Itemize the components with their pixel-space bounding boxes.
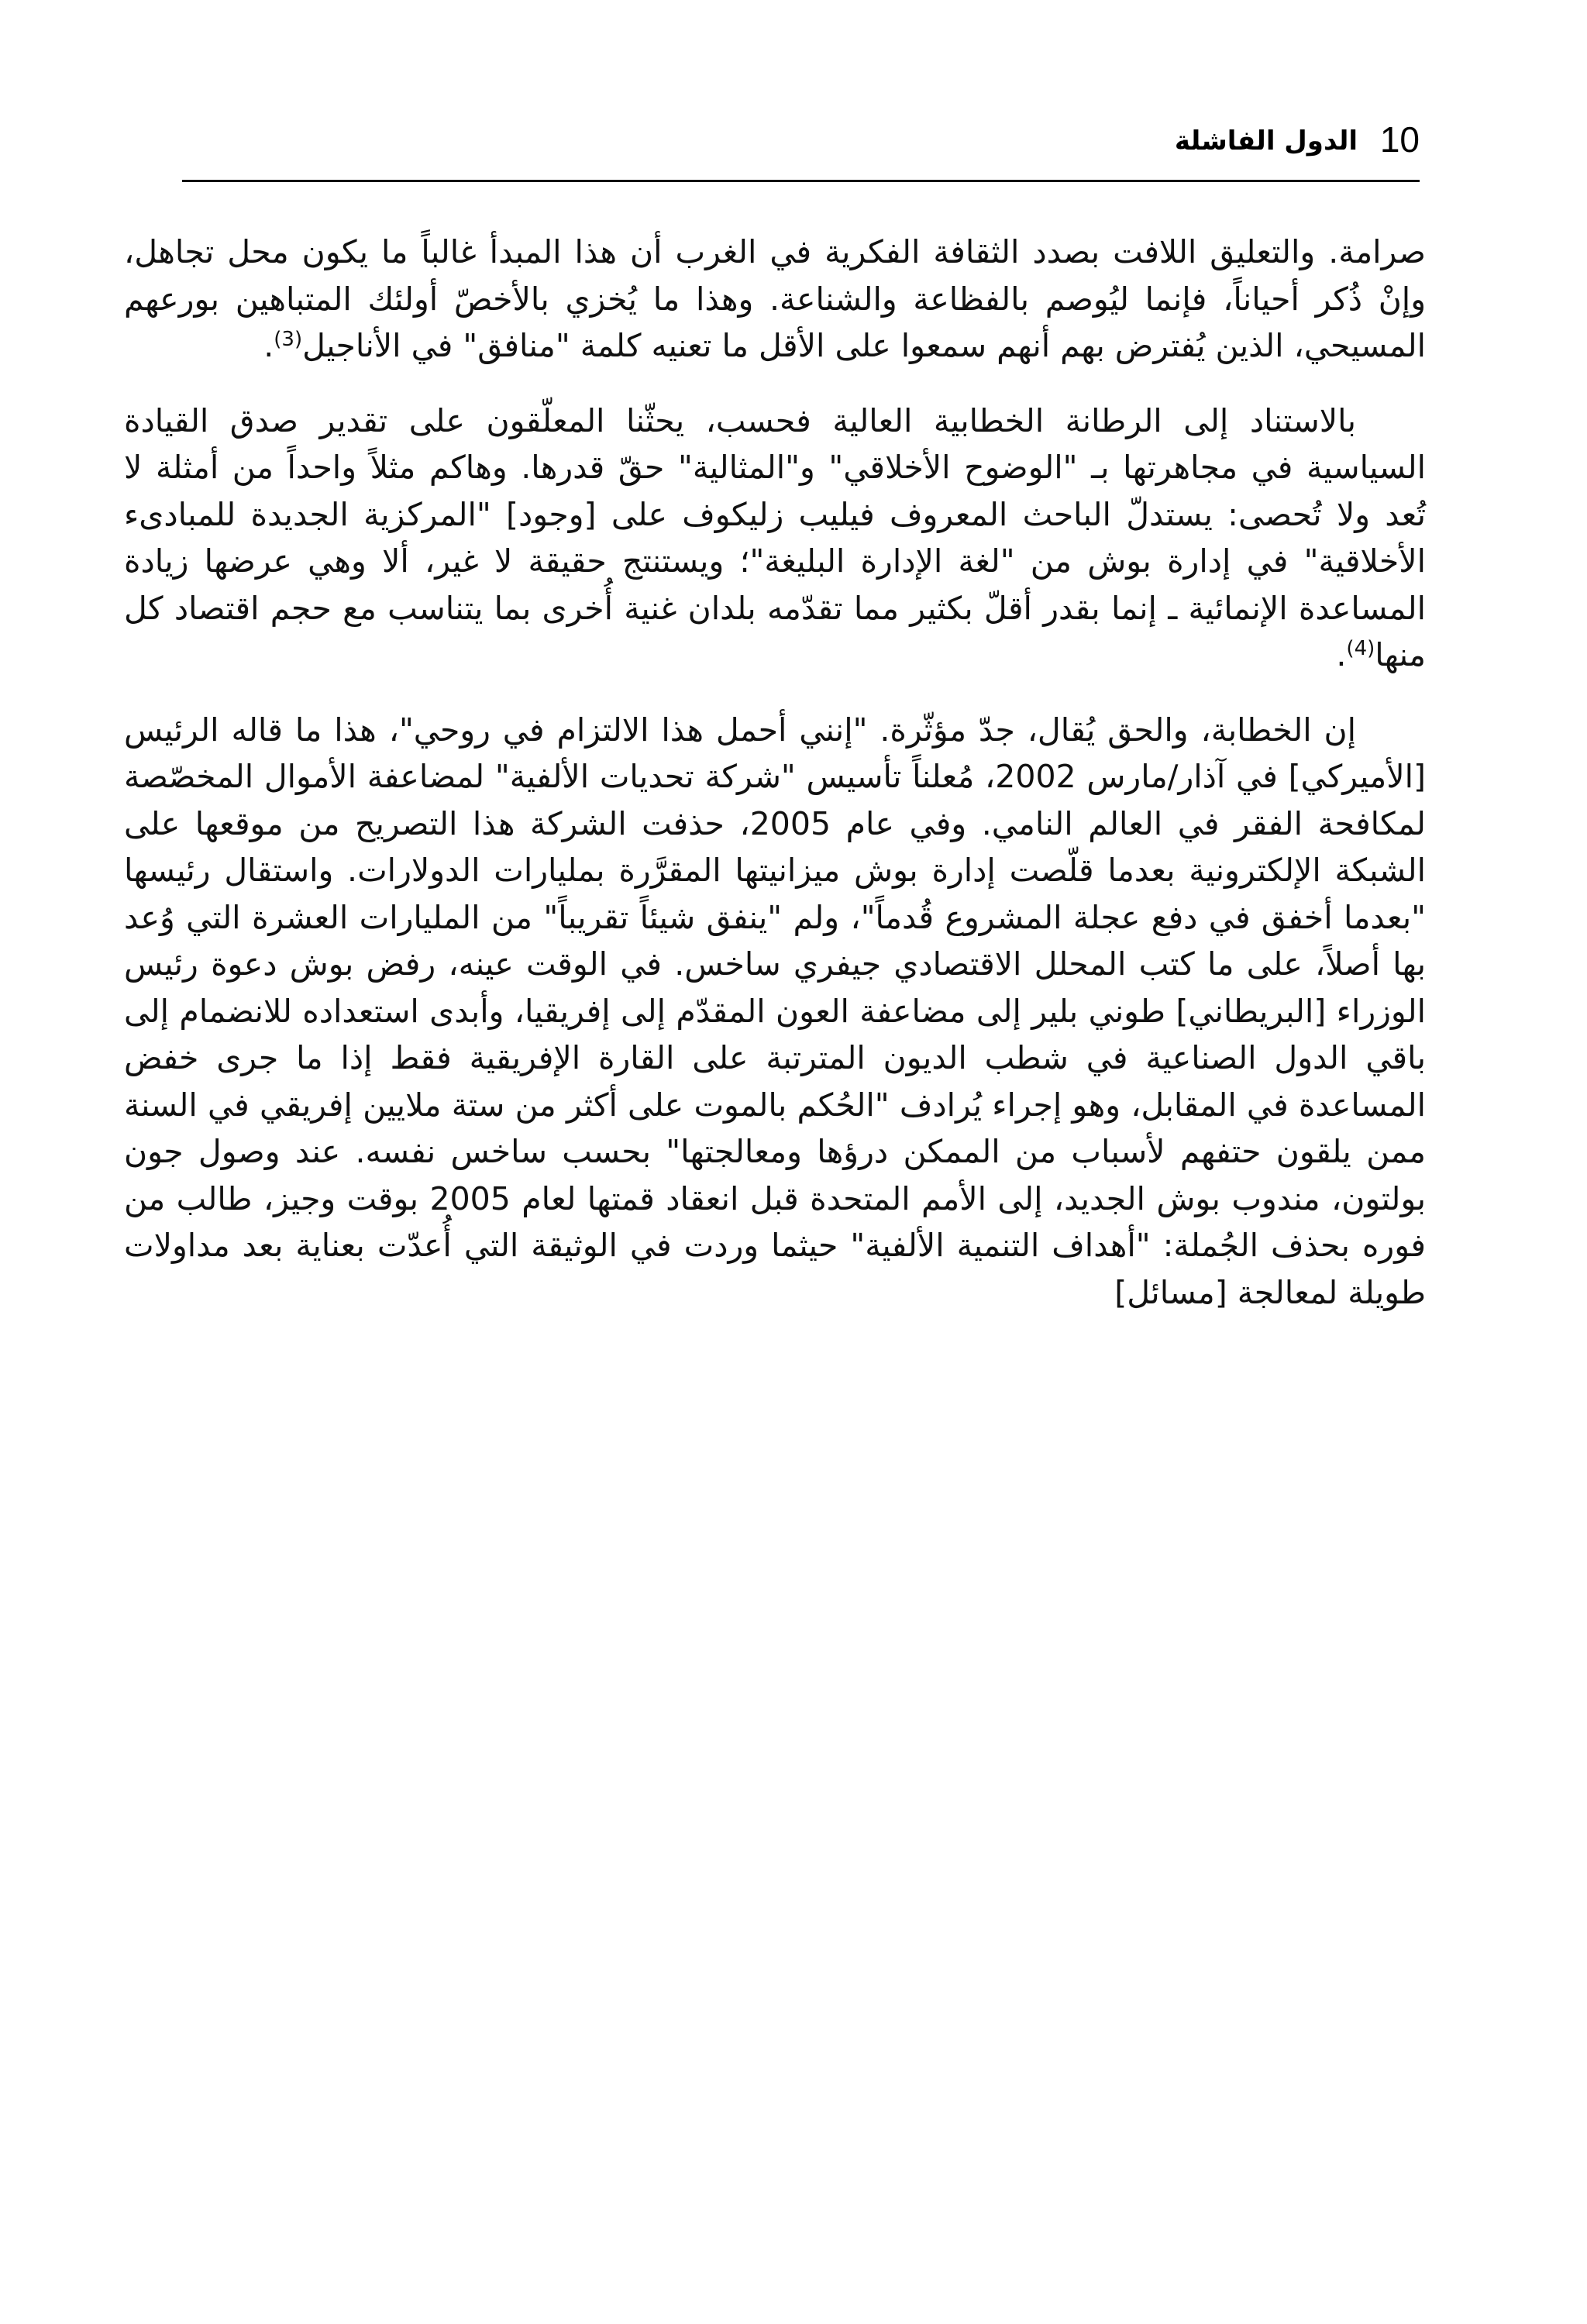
paragraph-text: إن الخطابة، والحق يُقال، جدّ مؤثّرة. "إنني أحمل هذا الالتزام في روحي"، هذا ما قاله الرئيس [الأميركي] في آذار/مارس 2002، مُعلناً تأسيس "شركة تحديات الألفية" لمضاعفة الأموال المخصّصة لمكافحة الفقر في العالم النامي. وفي عام 2005، حذفت الشركة هذا التصريح من موقعها على الشبكة الإلكترونية بعدما قلّصت إدارة بوش ميزانيتها المقرَّرة بمليارات الدولارات. واستقال رئيسها "بعدما أخفق في دفع عجلة المشروع قُدماً"، ولم "ينفق شيئاً تقريباً" من المليارات العشرة التي وُعد بها أصلاً، على ما كتب المحلل الاقتصادي جيفري ساخس. في الوقت عينه، رفض بوش دعوة رئيس الوزراء [البريطاني] طوني بلير إلى مضاعفة العون المقدّم إلى إفريقيا، وأبدى استعداده للانضمام إلى باقي الدول الصناعية في شطب الديون المترتبة على القارة الإفريقية فقط إذا ما جرى خفض المساعدة في المقابل، وهو إجراء يُرادف "الحُكم بالموت على أكثر من ستة ملايين إفريقي في السنة ممن يلقون حتفهم لأسباب من الممكن درؤها ومعالجتها" بحسب ساخس نفسه. عند وصول جون بولتون، مندوب بوش الجديد، إلى الأمم المتحدة قبل انعقاد قمتها لعام 2005 بوقت وجيز، طالب من فوره بحذف الجُملة: "أهداف التنمية الألفية" حيثما وردت في الوثيقة التي أُعدّت بعناية بعد مداولات طويلة لمعالجة [مسائل]: [124, 711, 1427, 1311]
body-text: [124, 229, 1426, 1344]
paragraph-end: .: [1336, 636, 1347, 673]
paragraph-end: .: [263, 327, 274, 364]
footnote-marker: (3): [274, 328, 303, 351]
paragraph-1: [124, 229, 1426, 370]
page-number: 10: [1379, 119, 1420, 160]
paragraph-text: صرامة. والتعليق اللافت بصدد الثقافة الفكرية في الغرب أن هذا المبدأ غالباً ما يكون محل تجاهل، وإنْ ذُكر أحياناً، فإنما ليُوصم بالفظاعة والشناعة. وهذا ما يُخزي بالأخصّ أولئك المتباهين بورعهم المسيحي، الذين يُفترض بهم أنهم سمعوا على الأقل ما تعنيه كلمة "منافق" في الأناجيل: [124, 233, 1426, 364]
paragraph-text: بالاستناد إلى الرطانة الخطابية العالية فحسب، يحثّنا المعلّقون على تقدير صدق القيادة السياسية في مجاهرتها بـ "الوضوح الأخلاقي" و"المثالية" حقّ قدرها. وهاكم مثلاً واحداً من أمثلة لا تُعد ولا تُحصى: يستدلّ الباحث المعروف فيليب زليكوف على [وجود] "المركزية الجديدة للمبادىء الأخلاقية" في إدارة بوش من "لغة الإدارة البليغة"؛ ويستنتج حقيقة لا غير، ألا وهي عرضها زيادة المساعدة الإنمائية ـ إنما بقدر أقلّ بكثير مما تقدّمه بلدان غنية أُخرى بما يتناسب مع حجم اقتصاد كل منها: [124, 401, 1426, 673]
footnote-marker: (4): [1346, 637, 1375, 660]
running-title: الدول الفاشلة: [1174, 126, 1358, 157]
paragraph-2: [124, 398, 1426, 679]
paragraph-3: [124, 707, 1426, 1317]
header-rule: [182, 180, 1420, 182]
page-header: [182, 116, 1420, 170]
